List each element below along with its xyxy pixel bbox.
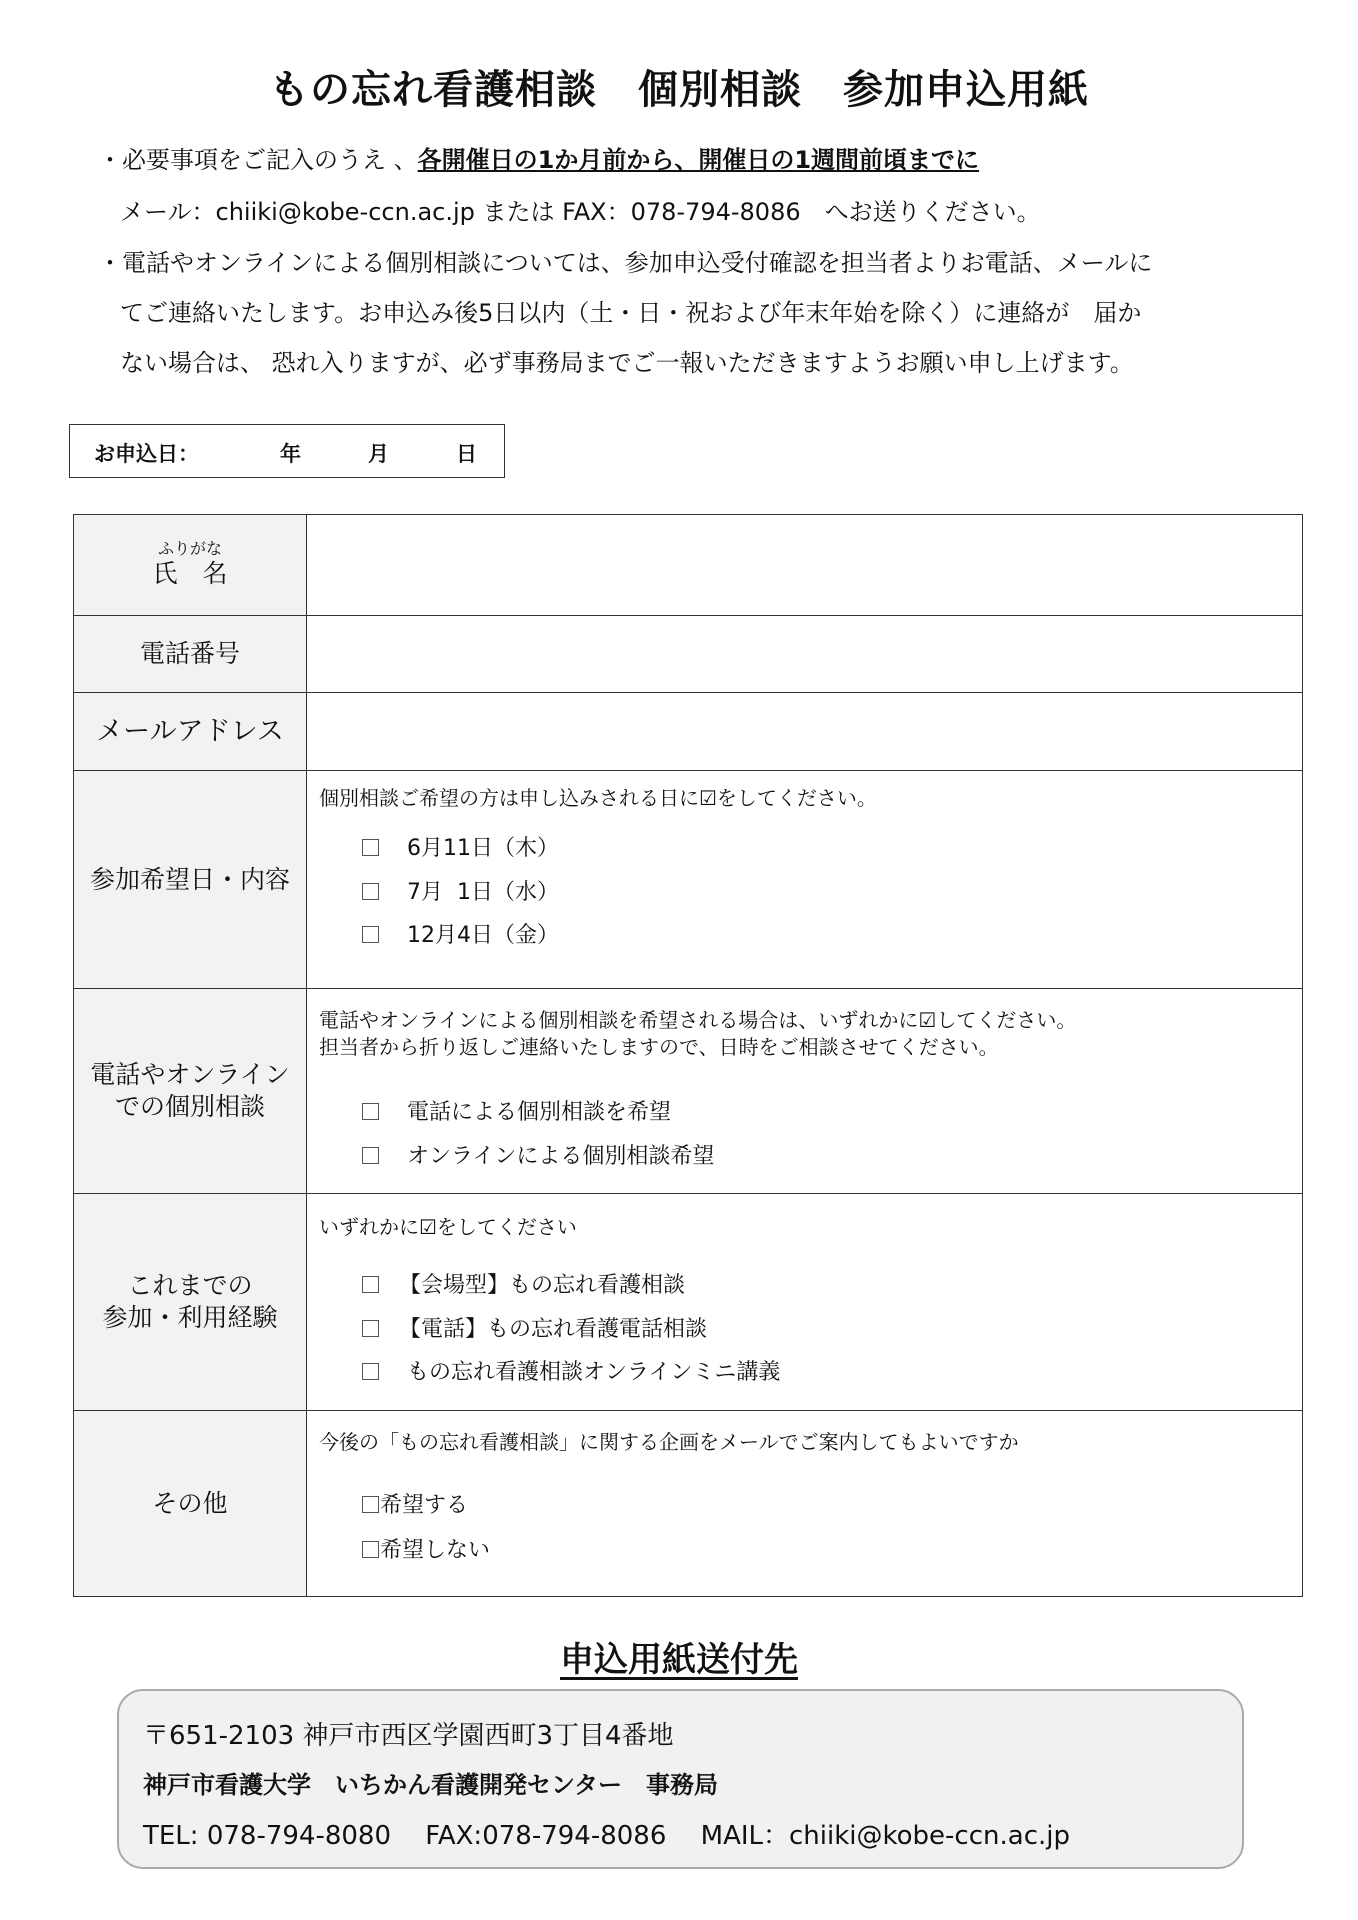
intro-line-2: メール：chiiki@kobe-ccn.ac.jp または FAX：078-794-8086 へお送りください。: [120, 198, 1041, 226]
name-input-cell[interactable]: [307, 515, 1303, 616]
phone-row: [74, 616, 1303, 693]
remote-instruction-2: 担当者から折り返しご連絡いたしますので、日時をご相談させてください。: [319, 1035, 999, 1059]
email-input-cell[interactable]: [307, 693, 1303, 771]
checkbox[interactable]: [362, 1496, 379, 1513]
experience-option-label: もの忘れ看護相談オンラインミニ講義: [407, 1360, 781, 1385]
month-label: 月: [368, 442, 389, 466]
remote-option-phone[interactable]: [362, 1095, 671, 1126]
checkbox[interactable]: [362, 1276, 379, 1293]
dates-label: 参加希望日・内容: [74, 771, 307, 989]
checkbox[interactable]: [362, 883, 379, 900]
day-label: 日: [456, 442, 477, 466]
email-row: [74, 693, 1303, 771]
send-to-heading: [0, 1632, 1358, 1681]
experience-option-venue[interactable]: [362, 1268, 685, 1299]
intro-text: ・必要事項をご記入のうえ 、: [98, 146, 418, 174]
other-cell: [307, 1411, 1303, 1597]
dates-cell: [307, 771, 1303, 989]
other-instruction: 今後の「もの忘れ看護相談」に関する企画をメールでご案内してもよいですか: [319, 1430, 1019, 1454]
intro-line-5: ない場合は、 恐れ入りますが、必ず事務局までご一報いただきますようお願い申し上げます。: [120, 349, 1134, 377]
date-option-1[interactable]: [362, 831, 559, 862]
contact-info: TEL: 078-794-8080 FAX:078-794-8086 MAIL：chiiki@kobe-ccn.ac.jp: [143, 1821, 1070, 1851]
dates-row: [74, 771, 1303, 989]
other-option-no[interactable]: [362, 1533, 490, 1564]
experience-label-line-1: これまでの: [127, 1271, 253, 1300]
name-label-cell: [74, 515, 307, 616]
checkbox[interactable]: [362, 1147, 379, 1164]
other-option-yes[interactable]: [362, 1488, 468, 1519]
checkbox[interactable]: [362, 926, 379, 943]
remote-option-online[interactable]: [362, 1139, 714, 1170]
experience-label-line-2: 参加・利用経験: [102, 1303, 278, 1332]
name-row: [74, 515, 1303, 616]
experience-option-label: 【電話】もの忘れ看護電話相談: [399, 1317, 708, 1342]
remote-label-cell: [74, 989, 307, 1194]
experience-instruction: いずれかに☑をしてください: [319, 1215, 577, 1239]
phone-input-cell[interactable]: [307, 616, 1303, 693]
email-label: メールアドレス: [74, 693, 307, 771]
remote-label-line-2: での個別相談: [114, 1092, 265, 1121]
other-label: その他: [74, 1411, 307, 1597]
remote-option-label: オンラインによる個別相談希望: [407, 1144, 715, 1169]
checkbox[interactable]: [362, 839, 379, 856]
year-label: 年: [280, 442, 301, 466]
application-date-label: お申込日：: [94, 442, 199, 466]
experience-label-cell: [74, 1194, 307, 1411]
date-option-label: 7月 1日（水）: [407, 880, 559, 905]
page-title: もの忘れ看護相談 個別相談 参加申込用紙: [269, 67, 1089, 113]
date-option-label: 12月4日（金）: [407, 923, 559, 948]
remote-instruction-1: 電話やオンラインによる個別相談を希望される場合は、いずれかに☑してください。: [319, 1008, 1077, 1032]
other-option-label: 希望しない: [380, 1538, 491, 1563]
experience-cell: [307, 1194, 1303, 1411]
organization-name: 神戸市看護大学 いちかん看護開発センター 事務局: [143, 1771, 719, 1799]
application-form-table: [73, 514, 1303, 1597]
phone-label: 電話番号: [74, 616, 307, 693]
checkbox[interactable]: [362, 1363, 379, 1380]
date-option-label: 6月11日（木）: [407, 836, 559, 861]
remote-label-line-1: 電話やオンライン: [90, 1060, 290, 1089]
name-label: 氏 名: [152, 559, 228, 588]
send-to-title: 申込用紙送付先: [560, 1640, 798, 1680]
postal-address: 〒651-2103 神戸市西区学園西町3丁目4番地: [143, 1721, 674, 1751]
experience-option-label: 【会場型】もの忘れ看護相談: [399, 1273, 686, 1298]
experience-option-phone[interactable]: [362, 1312, 707, 1343]
dates-instruction: 個別相談ご希望の方は申し込みされる日に☑をしてください。: [319, 786, 877, 810]
other-row: [74, 1411, 1303, 1597]
date-option-2[interactable]: [362, 875, 559, 906]
experience-row: [74, 1194, 1303, 1411]
application-date-box[interactable]: [69, 424, 505, 478]
checkbox[interactable]: [362, 1320, 379, 1337]
checkbox[interactable]: [362, 1541, 379, 1558]
intro-line-4: てご連絡いたします。お申込み後5日以内（土・日・祝および年末年始を除く）に連絡が 届か: [120, 299, 1142, 327]
remote-option-label: 電話による個別相談を希望: [407, 1100, 672, 1125]
other-option-label: 希望する: [380, 1493, 469, 1518]
checkbox[interactable]: [362, 1103, 379, 1120]
experience-option-online-lecture[interactable]: [362, 1355, 780, 1386]
intro-line-1: [98, 145, 979, 175]
furigana-label: ふりがな: [157, 539, 222, 558]
remote-row: [74, 989, 1303, 1194]
contact-box: [117, 1689, 1244, 1869]
date-option-3[interactable]: [362, 918, 559, 949]
deadline-emphasis: 各開催日の1か月前から、開催日の1週間前頃までに: [417, 146, 980, 174]
intro-line-3: ・電話やオンラインによる個別相談については、参加申込受付確認を担当者よりお電話、メールに: [98, 249, 1153, 277]
remote-cell: [307, 989, 1303, 1194]
